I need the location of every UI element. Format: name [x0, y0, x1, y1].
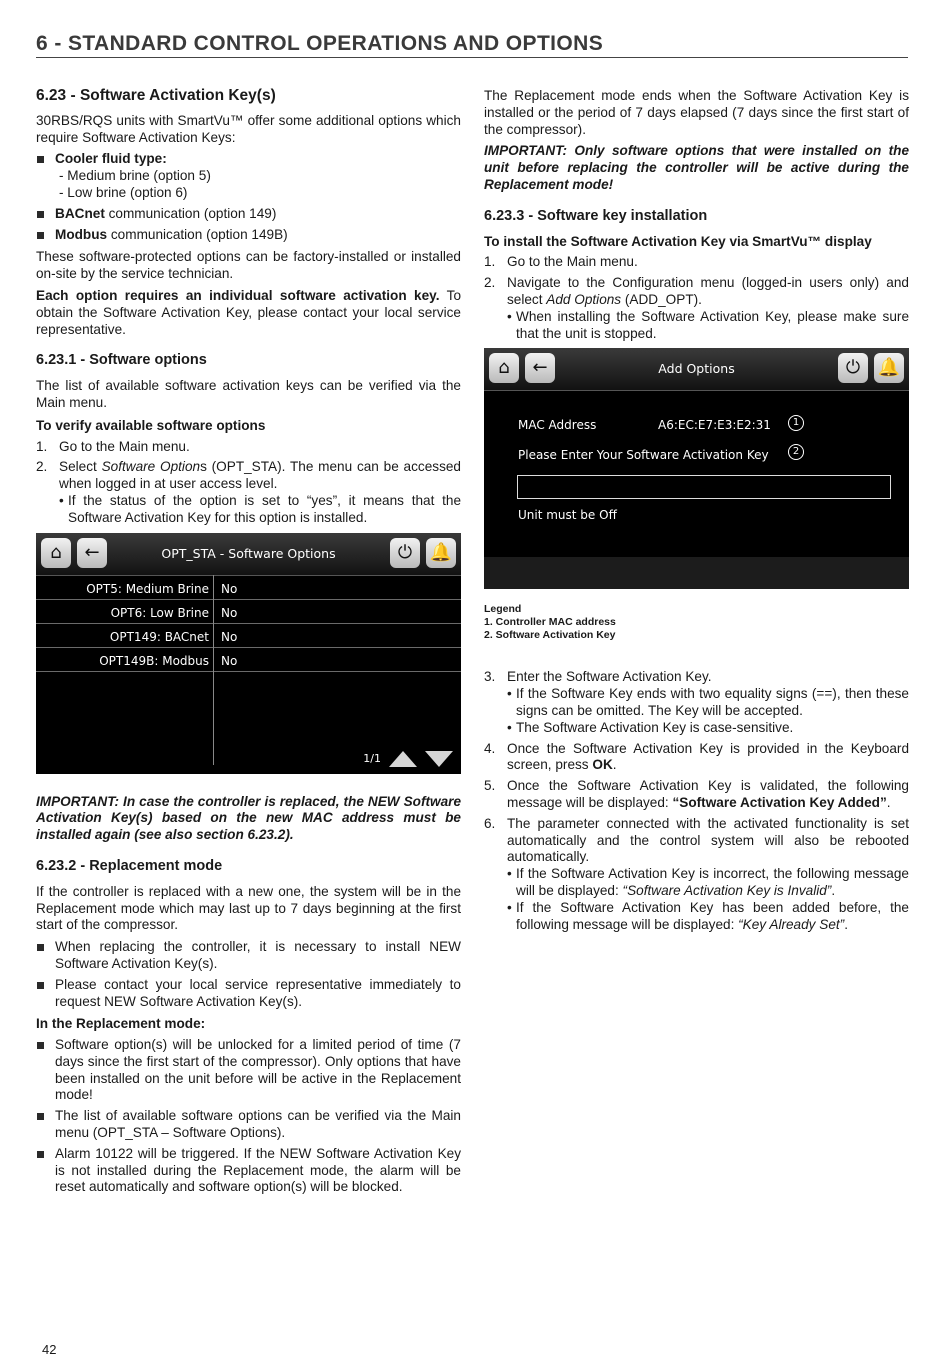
- step-text: s (OPT_STA). The menu can be accessed when logged in at user access level.: [59, 459, 461, 492]
- list-item: Please contact your local service representative immediately to request NEW Software Activation Key(s).: [36, 977, 461, 1011]
- page-header: [36, 32, 908, 58]
- page-indicator: 1/1: [363, 751, 381, 765]
- legend: [484, 603, 909, 642]
- table-row[interactable]: [36, 648, 461, 672]
- list-item-bacnet: [36, 206, 461, 223]
- replacement-list: [36, 939, 461, 1010]
- install-step-3: [484, 669, 909, 736]
- step-number: 1.: [36, 438, 48, 454]
- step-text: Once the Software Activation Key is validated, the following message will be displayed:: [507, 778, 909, 810]
- option-value: No: [221, 653, 238, 668]
- step-text: .: [612, 757, 617, 773]
- table-row[interactable]: [36, 600, 461, 624]
- screen-toolbar: [36, 533, 461, 576]
- step-text: (ADD_OPT).: [621, 291, 702, 307]
- screen-title: OPT_STA - Software Options: [161, 545, 336, 561]
- replacement-mode-list: [36, 1037, 461, 1196]
- bullet-text: .: [844, 916, 848, 932]
- marker-1: 1: [788, 415, 804, 431]
- install-heading: To install the Software Activation Key via SmartVu™ display: [484, 233, 872, 249]
- step-text: The parameter connected with the activated functionality is set automatically and the control system will also be rebooted automatically.: [507, 815, 909, 865]
- list-paragraph: The list of available software activation keys can be verified via the Main menu.: [36, 378, 461, 410]
- list-item: When replacing the controller, it is necessary to install NEW Software Activation Key(s).: [36, 939, 461, 973]
- step-bullet: • If the status of the option is set to “yes”, it means that the Software Activation Key for this option is installed.: [59, 493, 461, 527]
- step-text: Go to the Main menu.: [59, 438, 190, 454]
- power-icon[interactable]: ⏻: [390, 538, 420, 568]
- protected-paragraph: These software-protected options can be factory-installed or installed on-site by the service technician.: [36, 249, 461, 282]
- install-step-2: [484, 275, 909, 342]
- replacement-ends-paragraph: The Replacement mode ends when the Software Activation Key is installed or the period of 7 days elapsed (7 days since the first start of the compressor).: [484, 88, 909, 137]
- verify-step-1: [36, 439, 461, 456]
- step-bullet: [507, 900, 909, 934]
- cooler-sub-low: - Low brine (option 6): [59, 184, 188, 200]
- key-prompt: Please Enter Your Software Activation Key: [518, 448, 769, 463]
- screen-footer-bar: [484, 557, 909, 589]
- step-bullet: [507, 866, 909, 900]
- bullet-text: .: [831, 882, 836, 898]
- heading-6-23-3: 6.23.3 - Software key installation: [484, 207, 708, 224]
- step-bold: “Software Activation Key Added”: [672, 794, 887, 810]
- list-item-cooler: [36, 151, 461, 201]
- bullet-text: If the Software Activation Key is incorrect, the following message will be displayed:: [516, 866, 909, 898]
- install-step-1: [484, 254, 909, 271]
- install-step-6: [484, 816, 909, 934]
- pager: [363, 751, 453, 768]
- modbus-bold: Modbus: [55, 226, 108, 242]
- power-icon[interactable]: ⏻: [838, 353, 868, 383]
- section-title: 6 - STANDARD CONTROL OPERATIONS AND OPTIONS: [36, 32, 604, 55]
- intro-paragraph: 30RBS/RQS units with SmartVu™ offer some additional options which require Software Activation Keys:: [36, 112, 461, 145]
- home-icon[interactable]: ⌂: [489, 353, 519, 383]
- verify-step-2: [36, 459, 461, 526]
- important-note-options: IMPORTANT: Only software options that were installed on the unit before replacing the controller will be active during the Replacement mode!: [484, 143, 909, 192]
- option-value: No: [221, 581, 238, 596]
- install-step-5: [484, 778, 909, 812]
- list-item: Alarm 10122 will be triggered. If the NEW Software Activation Key is not installed during the Replacement mode, the alarm will be reset automatically and software option(s) will be blocked.: [36, 1146, 461, 1196]
- install-steps-b: [484, 669, 909, 933]
- replaced-paragraph: If the controller is replaced with a new one, the system will be in the Replacement mode which may last up to 7 days beginning at the first start of the compressor.: [36, 883, 461, 933]
- page-number: 42: [42, 1342, 57, 1357]
- marker-2: 2: [788, 444, 804, 460]
- bullet-italic: “Software Activation Key is Invalid”: [622, 882, 832, 898]
- step-text: Enter the Software Activation Key.: [507, 669, 712, 685]
- unit-off-note: Unit must be Off: [518, 508, 617, 523]
- step-text: Select: [59, 459, 102, 475]
- options-table: [36, 576, 461, 672]
- left-column: [36, 88, 461, 1202]
- step-text: Once the Software Activation Key is provided in the Keyboard screen, press: [507, 740, 909, 773]
- activation-key-input[interactable]: [517, 475, 891, 499]
- legend-title: Legend: [484, 603, 522, 616]
- screen-title: Add Options: [658, 361, 735, 377]
- home-icon[interactable]: ⌂: [41, 538, 71, 568]
- step-number: 4.: [484, 740, 496, 756]
- bell-icon[interactable]: 🔔: [426, 538, 456, 568]
- step-number: 1.: [484, 254, 496, 270]
- screen-toolbar: [484, 348, 909, 391]
- step-text: Go to the Main menu.: [507, 254, 638, 270]
- heading-6-23: 6.23 - Software Activation Key(s): [36, 87, 276, 104]
- in-replacement-heading: In the Replacement mode:: [36, 1016, 206, 1032]
- step-number: 2.: [484, 275, 496, 291]
- option-name: OPT149B: Modbus: [99, 653, 209, 668]
- bell-icon[interactable]: 🔔: [874, 353, 904, 383]
- install-steps-a: [484, 254, 909, 342]
- back-arrow-icon[interactable]: ←: [77, 538, 107, 568]
- option-value: No: [221, 629, 238, 644]
- option-name: OPT149: BACnet: [109, 629, 209, 644]
- modbus-text: communication (option 149B): [107, 226, 288, 242]
- cooler-label: Cooler fluid type:: [55, 151, 167, 167]
- step-bullet: • If the Software Key ends with two equality signs (==), then these signs can be omitted. The Key will be accepted.: [507, 686, 909, 720]
- option-name: OPT6: Low Brine: [110, 605, 209, 620]
- step-italic: Software Option: [101, 459, 201, 475]
- verify-heading: To verify available software options: [36, 417, 266, 433]
- table-row[interactable]: [36, 576, 461, 600]
- bacnet-bold: BACnet: [55, 205, 105, 221]
- table-row[interactable]: [36, 624, 461, 648]
- back-arrow-icon[interactable]: ←: [525, 353, 555, 383]
- add-options-screen: [484, 348, 909, 589]
- step-text: .: [886, 794, 891, 810]
- each-option-text: To obtain the Software Activation Key, please contact your local service representative.: [36, 287, 462, 337]
- step-italic: Add Options: [546, 291, 622, 307]
- legend-item: 1. Controller MAC address: [484, 616, 616, 629]
- bullet-italic: “Key Already Set”: [738, 916, 845, 932]
- bacnet-text: communication (option 149): [104, 205, 277, 221]
- each-option-paragraph: [36, 288, 461, 338]
- opt-sta-screen: [36, 533, 461, 774]
- step-bullet: • When installing the Software Activation Key, please make sure that the unit is stopped.: [507, 309, 909, 343]
- step-number: 3.: [484, 669, 496, 685]
- bullet-text: If the Software Activation Key has been added before, the following message will be displayed:: [516, 899, 909, 932]
- cooler-sub-medium: - Medium brine (option 5): [59, 168, 211, 184]
- column-divider: [213, 575, 214, 765]
- list-item: The list of available software options can be verified via the Main menu (OPT_STA – Software Options).: [36, 1108, 461, 1142]
- heading-6-23-2: 6.23.2 - Replacement mode: [36, 857, 223, 874]
- page-up-icon[interactable]: [389, 751, 417, 767]
- page-down-icon[interactable]: [425, 751, 453, 767]
- list-item: Software option(s) will be unlocked for a limited period of time (7 days since the first start of the compressor). Only options that have been installed on the unit before will be active in the Replacement mode!: [36, 1037, 461, 1104]
- each-option-bold: Each option requires an individual software activation key.: [36, 287, 440, 303]
- legend-item: 2. Software Activation Key: [484, 629, 616, 642]
- right-column: [484, 88, 909, 939]
- step-bullet: • The Software Activation Key is case-sensitive.: [507, 720, 909, 737]
- step-bold: OK: [592, 757, 613, 773]
- step-text: Navigate to the Configuration menu (logged-in users only) and select: [507, 275, 909, 307]
- option-value: No: [221, 605, 238, 620]
- step-number: 5.: [484, 778, 496, 794]
- heading-6-23-1: 6.23.1 - Software options: [36, 352, 207, 369]
- mac-value: A6:EC:E7:E3:E2:31: [658, 418, 771, 433]
- verify-steps: [36, 439, 461, 527]
- step-number: 2.: [36, 459, 48, 475]
- important-note-controller: IMPORTANT: In case the controller is replaced, the NEW Software Activation Key(s) based on the new MAC address must be installed again (see also section 6.23.2).: [36, 793, 461, 843]
- mac-label: MAC Address: [518, 418, 597, 433]
- options-list: [36, 151, 461, 243]
- option-name: OPT5: Medium Brine: [86, 581, 209, 596]
- install-step-4: [484, 741, 909, 775]
- list-item-modbus: [36, 227, 461, 244]
- step-number: 6.: [484, 815, 496, 831]
